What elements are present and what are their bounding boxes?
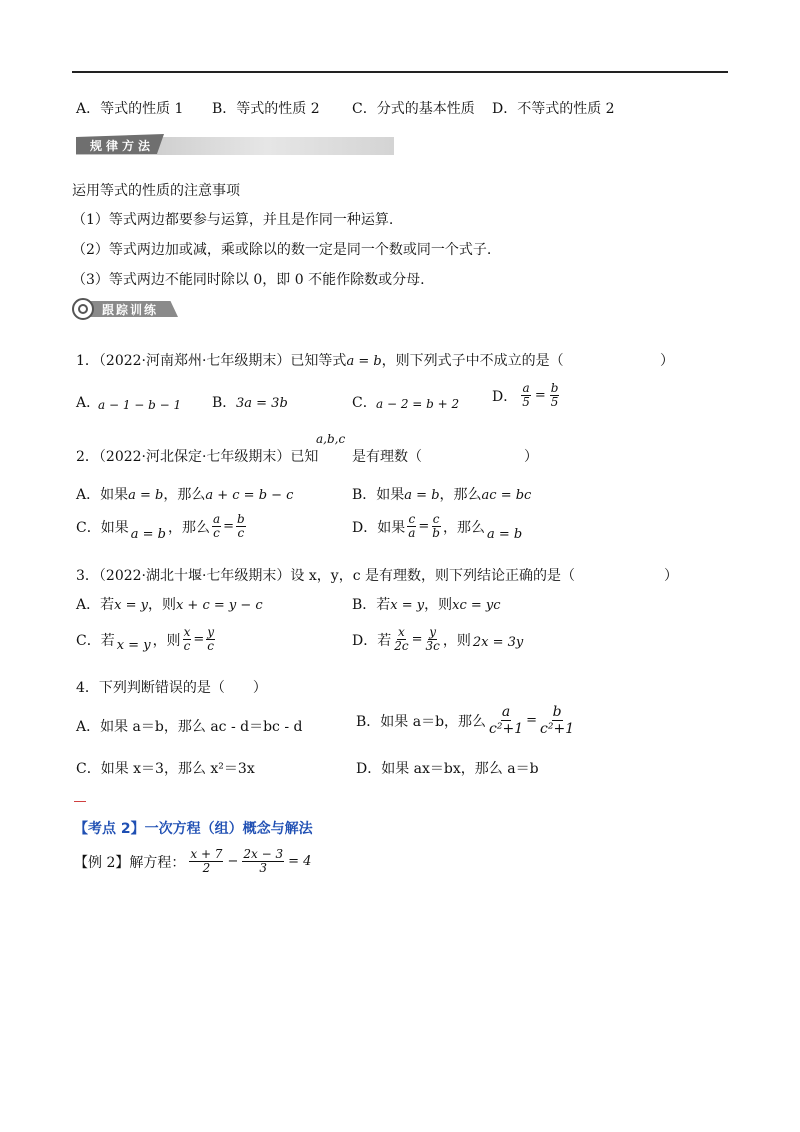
q3-option-c — [76, 626, 215, 653]
q2-c-text: C．如果 — [76, 519, 129, 536]
example-rhs: = 4 — [288, 854, 312, 869]
q3-d-text: D．若 — [352, 632, 392, 649]
q4-b-den2: c²+1 — [540, 721, 575, 737]
separator-mark — [74, 801, 86, 802]
q3-c-eq: = — [193, 632, 205, 647]
q2-prefix: 2．（2022·河北保定·七年级期末）已知 — [76, 449, 319, 465]
q4-b-den1: c²+1 — [489, 721, 524, 737]
q3-d-den2: 3c — [425, 639, 440, 653]
example-den1: 2 — [202, 861, 211, 875]
q2-d-den2: b — [432, 526, 440, 540]
example-label: 【例 2】解方程： — [74, 854, 186, 871]
q2-a-cond: a = b — [128, 488, 164, 503]
q1-c-label: C． — [352, 395, 377, 411]
q1-d-label: D． — [492, 388, 518, 405]
q1-d-den2: 5 — [550, 395, 559, 409]
note-1: （1）等式两边都要参与运算，并且是作同一种运算. — [72, 212, 394, 228]
q1-d-frac-left — [521, 382, 531, 409]
note-2: （2）等式两边加或减，乘或除以的数一定是同一个数或同一个式子. — [72, 242, 492, 258]
top-option-c: C．分式的基本性质 — [352, 101, 475, 117]
q3-c-frac-left — [183, 626, 192, 653]
example-frac-2 — [242, 848, 284, 875]
q2-vars: a,b,c — [316, 432, 346, 446]
q4-b-text: B．如果 a＝b，那么 — [356, 713, 487, 730]
q1-option-a — [76, 392, 100, 412]
q3-option-b — [352, 594, 501, 614]
q2-c-num1: a — [212, 512, 221, 526]
question-1 — [76, 350, 564, 370]
q2-b-result: ac = bc — [481, 488, 532, 503]
q3-d-den1: 2c — [394, 639, 409, 653]
example-frac-1 — [189, 848, 223, 875]
q2-suffix: 是有理数（ — [352, 449, 422, 465]
question-4: 4．下列判断错误的是（ ） — [76, 680, 267, 696]
q2-c-cond: a = b — [130, 527, 166, 542]
example-minus: − — [227, 854, 239, 869]
q2-d-den1: a — [408, 526, 416, 540]
q1-close-paren: ） — [660, 353, 674, 369]
q3-d-frac-right — [425, 626, 441, 653]
training-badge-label: 跟踪训练 — [102, 303, 159, 317]
top-option-a: A．等式的性质 1 — [76, 101, 184, 117]
q2-d-result: a = b — [486, 527, 523, 542]
q3-d-frac-left — [393, 626, 409, 653]
q3-c-num2: y — [207, 625, 215, 639]
q2-d-eq: = — [418, 519, 430, 534]
q2-option-d — [352, 513, 522, 540]
q4-b-eq: = — [526, 713, 538, 728]
q2-c-den1: c — [213, 526, 220, 540]
q3-b-result: xc = yc — [452, 598, 501, 613]
q4-b-frac-right — [539, 704, 575, 737]
q2-c-eq: = — [223, 519, 235, 534]
q2-option-c — [76, 513, 246, 540]
q3-b-cond: x = y — [390, 598, 425, 613]
example-num2: 2x − 3 — [243, 847, 284, 861]
q2-option-b — [352, 484, 531, 504]
question-3: 3．（2022·湖北十堰·七年级期末）设 x，y，c 是有理数，则下列结论正确的是（ — [76, 568, 575, 584]
q2-d-frac-right — [431, 513, 441, 540]
q2-d-text: D．如果 — [352, 519, 406, 536]
example-den2: 3 — [259, 861, 268, 875]
q3-b-mid: ，则 — [424, 597, 453, 613]
q1-suffix: ，则下列式子中不成立的是（ — [381, 353, 564, 369]
q4-b-num2: b — [552, 704, 562, 720]
top-option-b: B．等式的性质 2 — [212, 101, 320, 117]
q2-b-mid: ，那么 — [439, 487, 482, 503]
q3-a-result: x + c = y − c — [175, 598, 263, 613]
q2-c-mid: ，那么 — [167, 519, 210, 536]
q4-b-frac-left — [488, 704, 524, 737]
target-icon — [72, 298, 94, 320]
q1-prefix: 1．（2022·河南郑州·七年级期末）已知等式 — [76, 353, 347, 369]
q2-option-a — [76, 484, 293, 504]
q1-c-expr: a − 2 = b + 2 — [376, 397, 460, 411]
q3-c-frac-right — [206, 626, 215, 653]
section-heading: 【考点 2】一次方程（组）概念与解法 — [74, 821, 313, 837]
q3-d-num2: y — [429, 625, 437, 639]
q1-d-num1: a — [522, 381, 530, 395]
top-option-d: D．不等式的性质 2 — [492, 101, 615, 117]
q2-a-text: A．如果 — [76, 487, 129, 503]
q1-a-expr: a − 1 − b − 1 — [98, 398, 182, 412]
q4-option-d: D．如果 ax＝bx，那么 a＝b — [356, 761, 539, 777]
q3-c-num1: x — [183, 625, 191, 639]
q1-d-den1: 5 — [522, 395, 530, 409]
q1-condition: a = b — [346, 354, 382, 369]
q2-d-frac-left — [407, 513, 416, 540]
q2-d-num1: c — [408, 512, 416, 526]
training-badge — [72, 298, 178, 320]
q2-b-text: B．如果 — [352, 487, 405, 503]
q3-a-mid: ，则 — [147, 597, 176, 613]
q3-d-eq: = — [411, 632, 423, 647]
notes-title: 运用等式的性质的注意事项 — [72, 183, 240, 199]
note-3: （3）等式两边不能同时除以 0，即 0 不能作除数或分母. — [72, 272, 425, 288]
q2-c-den2: c — [237, 526, 245, 540]
q2-b-cond: a = b — [404, 488, 440, 503]
q2-d-mid: ，那么 — [442, 519, 485, 536]
q1-d-eq: = — [534, 388, 546, 403]
method-banner — [76, 137, 394, 155]
q1-option-c — [352, 392, 377, 412]
q3-d-mid: ，则 — [442, 632, 471, 649]
q2-a-mid: ，那么 — [163, 487, 206, 503]
q3-a-text: A．若 — [76, 597, 115, 613]
q3-close-paren: ） — [664, 568, 678, 584]
q1-b-label: B． — [212, 395, 237, 411]
q4-option-b — [356, 704, 575, 737]
q1-option-d — [492, 382, 559, 409]
method-banner-label: 规律方法 — [90, 139, 155, 153]
q3-a-cond: x = y — [114, 598, 148, 613]
q3-c-cond: x = y — [116, 638, 151, 653]
q3-c-text: C．若 — [76, 632, 115, 649]
q3-b-text: B．若 — [352, 597, 391, 613]
q2-d-num2: c — [432, 512, 440, 526]
q1-d-num2: b — [550, 381, 559, 395]
header-rule — [72, 71, 728, 73]
q2-c-num2: b — [237, 512, 245, 526]
example-2 — [74, 848, 311, 875]
q1-d-frac-right — [550, 382, 560, 409]
q1-a-label: A． — [76, 395, 101, 411]
q3-c-den1: c — [183, 639, 191, 653]
q3-d-result: 2x = 3y — [472, 635, 524, 650]
q2-close-paren: ） — [524, 449, 538, 465]
example-num1: x + 7 — [190, 847, 223, 861]
q2-c-frac-left — [212, 513, 221, 540]
q3-d-num1: x — [398, 625, 405, 639]
q3-c-mid: ，则 — [152, 632, 181, 649]
q4-option-c: C．如果 x＝3，那么 x²＝3x — [76, 761, 255, 777]
q2-c-frac-right — [236, 513, 246, 540]
q2-a-result: a + c = b − c — [205, 488, 294, 503]
q4-option-a: A．如果 a＝b，那么 ac - d＝bc - d — [76, 719, 303, 735]
q3-option-d — [352, 626, 523, 653]
q1-b-expr: 3a = 3b — [236, 396, 288, 411]
q3-c-den2: c — [207, 639, 214, 653]
q1-option-b — [212, 392, 236, 412]
q4-b-num1: a — [501, 704, 511, 720]
q3-option-a — [76, 594, 263, 614]
